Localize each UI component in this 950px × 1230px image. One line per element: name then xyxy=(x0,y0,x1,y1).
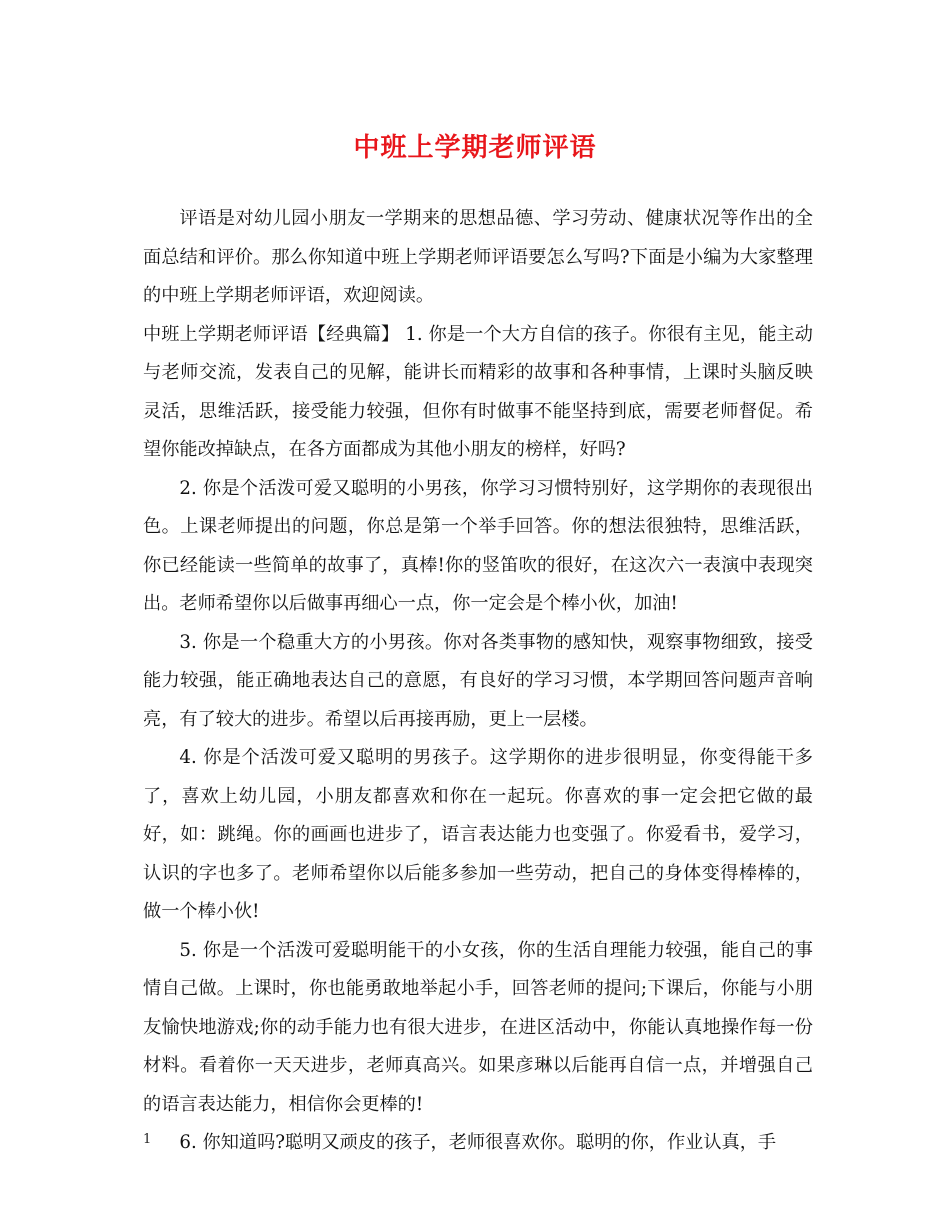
section-heading: 中班上学期老师评语【经典篇】 xyxy=(143,323,400,345)
document-body xyxy=(143,200,813,1163)
item-6-paragraph: 6. 你知道吗?聪明又顽皮的孩子，老师很喜欢你。聪明的你，作业认真，手 xyxy=(179,1132,777,1153)
document-title: 中班上学期老师评语 xyxy=(353,133,597,163)
item-1-text: 1. 你是一个大方自信的孩子。你很有主见，能主动与老师交流，发表自己的见解，能讲长而精彩的故事和各种事情，上课时头脑反映灵活，思维活跃，接受能力较强，但你有时做事不能坚持到底，需要老师督促。希望你能改掉缺点，在各方面都成为其他小朋友的榜样，好吗? xyxy=(143,323,813,460)
item-1-paragraph xyxy=(143,316,813,470)
item-2-paragraph: 2. 你是个活泼可爱又聪明的小男孩，你学习习惯特别好，这学期你的表现很出色。上课老师提出的问题，你总是第一个举手回答。你的想法很独特，思维活跃，你已经能读一些简单的故事了，真棒!你的竖笛吹的很好，在这次六一表演中表现突出。老师希望你以后做事再细心一点，你一定会是个棒小伙，加油! xyxy=(143,477,813,614)
item-3-paragraph: 3. 你是一个稳重大方的小男孩。你对各类事物的感知快，观察事物细致，接受能力较强，能正确地表达自己的意愿，有良好的学习习惯，本学期回答问题声音响亮，有了较大的进步。希望以后再接再励，更上一层楼。 xyxy=(143,631,813,730)
page-number: 1 xyxy=(143,1132,152,1147)
item-5-paragraph: 5. 你是一个活泼可爱聪明能干的小女孩，你的生活自理能力较强，能自己的事情自己做。上课时，你也能勇敢地举起小手，回答老师的提问;下课后，你能与小朋友愉快地游戏;你的动手能力也有很大进步，在进区活动中，你能认真地操作每一份材料。看着你一天天进步，老师真高兴。如果彦琳以后能再自信一点，并增强自己的语言表达能力，相信你会更棒的! xyxy=(143,939,813,1115)
intro-paragraph: 评语是对幼儿园小朋友一学期来的思想品德、学习劳动、健康状况等作出的全面总结和评价。那么你知道中班上学期老师评语要怎么写吗?下面是小编为大家整理的中班上学期老师评语，欢迎阅读。 xyxy=(143,208,813,306)
item-4-paragraph: 4. 你是个活泼可爱又聪明的男孩子。这学期你的进步很明显，你变得能干多了，喜欢上幼儿园，小朋友都喜欢和你在一起玩。你喜欢的事一定会把它做的最好，如：跳绳。你的画画也进步了，语言表达能力也变强了。你爱看书，爱学习，认识的字也多了。老师希望你以后能多参加一些劳动，把自己的身体变得棒棒的，做一个棒小伙! xyxy=(143,747,813,922)
